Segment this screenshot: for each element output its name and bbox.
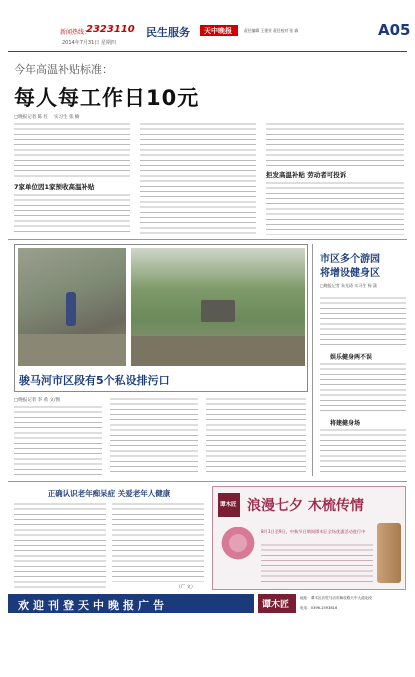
footer-phone: 电话：0396-2593816 [300,606,338,610]
ad-box [212,486,406,590]
brand-small: 天中晚报 [204,27,232,35]
photo-right [131,248,305,366]
ad-logo: 谭木匠 [220,502,237,508]
lead-bottom-rule [8,239,407,240]
footer-banner-text: 欢迎刊登天中晚报广告 [18,599,168,612]
hotline-number: 2323110 [86,24,135,35]
ad-flower [221,527,255,567]
ad-body [261,543,373,583]
photo-left [18,248,126,366]
footer-banner [8,594,254,613]
footer-brand-box [258,594,296,613]
column-head-1: 市区多个游园 [320,254,380,265]
lead-body-col2 [140,122,256,235]
header-rule [8,51,407,52]
lead-body-col3 [266,122,404,167]
photo-byline: □晚报记者 李 希 文/图 [14,398,61,403]
masthead [60,21,411,51]
ad-logo-box [218,493,240,517]
lead-subtitle: 今年高温补贴标准： [14,63,113,76]
photo-person [66,292,76,326]
photo-body-col3 [206,397,306,475]
footer-brand: 谭木匠 [262,600,290,610]
farm-headline: 正确认识老年痴呆症 关爱老年人健康 [47,489,171,498]
photo-body-col1 [14,405,102,475]
brand-badge [200,25,238,36]
lead-body-col1b [14,193,130,235]
section-title: 民生服务 [146,26,190,39]
farm-author: （广 文） [176,585,196,590]
lead-byline: □晚报记者 陈 红 实习生 张 楠 [14,115,80,120]
column-byline: □晚报记者 朱光琦 实习生 杨 潇 [320,283,377,288]
farm-body-col2 [112,502,204,582]
ad-slogan: 浪漫七夕 木梳传情 [247,498,364,514]
column-body-3 [320,428,406,475]
column-body-2 [320,362,406,414]
column-sub-2: 将建健身场 [330,420,361,427]
footer-address: 地址：谭木匠店驻马店市解放路天中大道北段 [300,596,372,600]
column-sub-1: 娱乐健身两不误 [330,354,373,361]
photo-headline: 骏马河市区段有5个私设排污口 [19,374,170,387]
hotline-label: 新闻热线： [60,29,91,36]
lead-body-col3b [266,181,404,235]
ad-info: 8月1日至9日，中秋节日期间谭木匠全场优惠活动进行中 [261,529,366,534]
photo-bank [131,336,305,366]
lead-title: 每人每工作日10元 [14,86,200,110]
ad-combs [377,523,401,583]
farm-body-col1 [14,502,106,590]
photo-box [14,244,308,392]
lead-side-head-2: 拒发高温补贴 劳动者可投诉 [266,171,347,179]
right-col-divider [312,244,313,476]
date-line: 2014年7月31日 星期四 [62,40,116,46]
page-number: A05 [378,21,411,39]
photo-pipe [201,300,235,322]
lead-body-col1 [14,122,130,180]
column-head-2: 将增设健身区 [320,268,380,279]
lead-side-head-1: 7家单位因1家预收高温补贴 [14,183,95,191]
column-body-1 [320,296,406,348]
middle-bottom-rule [8,481,407,482]
photo-body-col2 [110,397,198,475]
editors-line: 责任编辑 王建业 责任校对 张 森 [244,28,299,33]
photo-water [18,334,126,366]
